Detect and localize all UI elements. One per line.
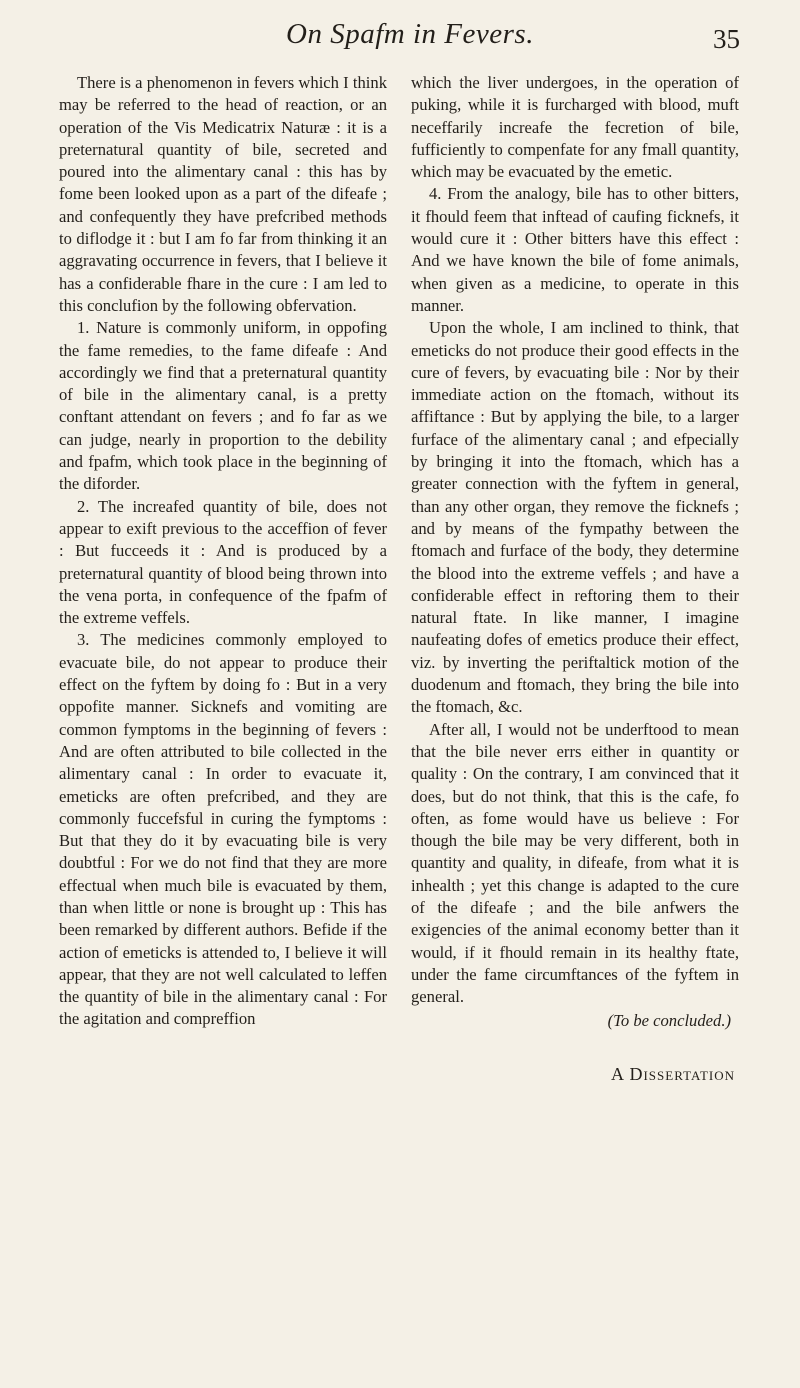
paragraph: 2. The increafed quantity of bile, does not appear to exift previous to the acceffion of fever : But fucceeds it : And is produced by a preternatural quantity of blood being thrown into the vena porta, in confequence of the fpafm of the extreme veffels. (59, 496, 387, 628)
paragraph: Upon the whole, I am inclined to think, that emeticks do not produce their good effects in the cure of fevers, by evacuating bile : Nor by their immediate action on the ftomach, without its affiftance : But by applying the bile, to a larger furface of the alimentary canal ; and efpecially by bringing it into the ftomach, which has a greater connection with the fyftem in general, than any other organ, they remove the ficknefs ; and by means of the fympathy between the ftomach and furface of the body, they determine the blood into the extreme veffels ; and have a confiderable effect in reftoring them to their natural ftate. In like manner, I imagine naufeating dofes of emetics produce their effect, viz. by inverting the periftaltick motion of the duodenum and ftomach, they bring the bile into the ftomach, &c. (411, 318, 739, 717)
paragraph: 4. From the analogy, bile has to other bitters, it fhould feem that inftead of caufing ficknefs, it would cure it : Other bitters have this effect : And we have known the bile of fome animals, when given as a medicine, to operate in this manner. (411, 184, 739, 315)
right-column (411, 72, 739, 1085)
paragraph: 1. Nature is commonly uniform, in oppofing the fame remedies, to the fame difeafe : And accordingly we find that a preternatural quantity of bile in the alimentary canal, is a pretty conftant attendant on fevers ; and fo far as we can judge, nearly in proportion to the debility and fpafm, which took place in the beginning of the diforder. (59, 318, 387, 494)
concluded-note: (To be concluded.) (607, 1011, 731, 1031)
catchword: A Dissertation (610, 1063, 735, 1084)
paragraph: After all, I would not be underftood to mean that the bile never errs either in quantity or quality : On the contrary, I am convinced that it does, but do not think, that this is the cafe, fo often, as fome would have us believe : For though the bile may be very different, both in quantity and quality, in difeafe, from what it is inhealth ; yet this change is adapted to the cure of the difeafe ; and the bile anfwers the exigencies of the animal economy better than it would, if it fhould remain in its healthy ftate, under the fame circumftances of the fyftem in general. (411, 719, 739, 1007)
paragraph: which the liver undergoes, in the operation of puking, while it is furcharged with blood, muft neceffarily increafe the fecretion of bile, fufficiently to compenfate for any fmall quantity, which may be evacuated by the emetic. (411, 73, 739, 182)
paragraph: 3. The medicines commonly employed to evacuate bile, do not appear to produce their effect on the fyftem by doing fo : But in a very oppofite manner. Sicknefs and vomiting are common fymptoms in the beginning of fevers : And are often attributed to bile collected in the alimentary canal : In order to evacuate it, emeticks are often prefcribed, and they are commonly fuccefsful in curing the fymptoms : But that they do it by evacuating bile is very doubtful : For we do not find that they are more effectual when much bile is evacuated by them, than when little or none is brought up : This has been remarked by different authors. Befide if the action of emeticks is attended to, I believe it will appear, that they are not well calculated to leffen the quantity of bile in the alimentary canal : For the agitation and compreffion (59, 630, 387, 1029)
page-header (80, 12, 740, 72)
page-number: 35 (713, 24, 740, 54)
paragraph: There is a phenomenon in fevers which I think may be referred to the head of reaction, or an operation of the Vis Medicatrix Naturæ : it is a preternatural quantity of bile, secreted and poured into the alimentary canal : this has by fome been looked upon as a part of the difeafe ; and confequently they have prefcribed methods to diflodge it : but I am fo far from thinking it an aggravating occurrence in fevers, that I believe it has a confiderable fhare in the cure : I am led to this conclufion by the following obfervation. (59, 73, 387, 315)
running-head: On Spafm in Fevers. (286, 18, 534, 50)
left-column (59, 72, 387, 1031)
